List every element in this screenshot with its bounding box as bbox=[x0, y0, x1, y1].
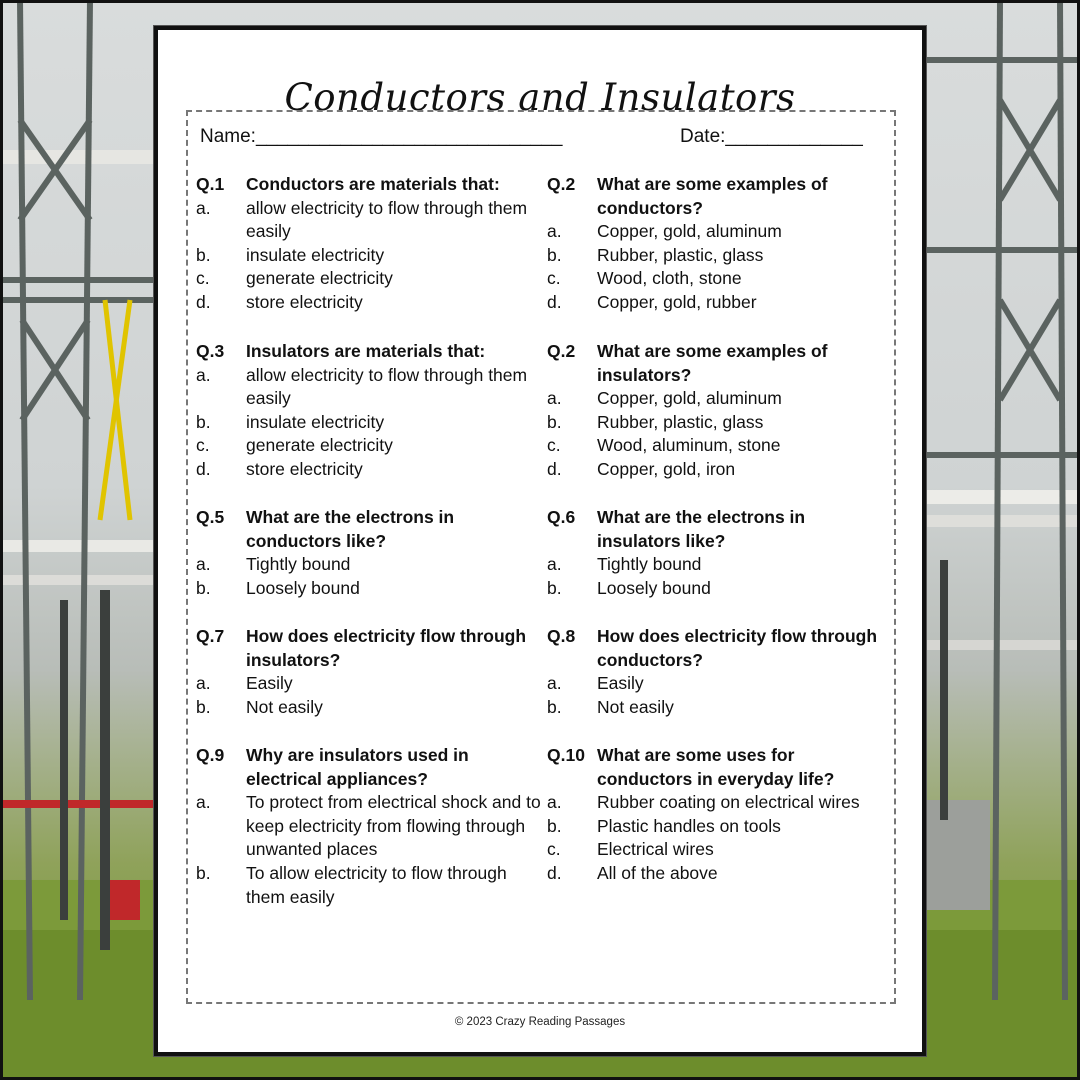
option-letter: b. bbox=[547, 244, 562, 265]
option-text[interactable]: insulate electricity bbox=[246, 244, 385, 265]
option-text[interactable]: To allow electricity to flow through them easily bbox=[246, 862, 507, 907]
question-text: Conductors are materials that: bbox=[246, 174, 500, 194]
option-text[interactable]: To protect from electrical shock and to keep electricity from flowing through unwanted places bbox=[246, 792, 541, 860]
option-text[interactable]: store electricity bbox=[246, 291, 363, 312]
option-text[interactable]: allow electricity to flow through them easily bbox=[246, 197, 528, 242]
option-text[interactable]: store electricity bbox=[246, 458, 363, 479]
option-letter: b. bbox=[196, 411, 211, 432]
option-letter: a. bbox=[547, 792, 562, 813]
option-letter: b. bbox=[547, 815, 562, 836]
question-5 bbox=[196, 506, 496, 600]
question-text: What are some uses for conductors in everyday life? bbox=[597, 745, 835, 789]
date-field[interactable]: Date:_____________ bbox=[680, 126, 863, 147]
option-letter: c. bbox=[196, 435, 210, 456]
option-text[interactable]: Easily bbox=[246, 673, 293, 694]
question-text: Insulators are materials that: bbox=[246, 341, 486, 361]
option-text[interactable]: insulate electricity bbox=[246, 411, 385, 432]
option-text[interactable]: Copper, gold, aluminum bbox=[597, 221, 782, 242]
option-text[interactable]: Easily bbox=[597, 673, 644, 694]
question-6 bbox=[547, 506, 847, 600]
option-letter: b. bbox=[547, 696, 562, 717]
option-letter: c. bbox=[547, 268, 561, 289]
question-text: What are some examples of conductors? bbox=[597, 174, 828, 218]
option-text[interactable]: generate electricity bbox=[246, 268, 393, 289]
option-letter: c. bbox=[547, 435, 561, 456]
option-letter: a. bbox=[547, 554, 562, 575]
option-letter: b. bbox=[196, 244, 211, 265]
option-text[interactable]: Rubber, plastic, glass bbox=[597, 244, 764, 265]
option-text[interactable]: Tightly bound bbox=[597, 554, 702, 575]
option-text[interactable]: Copper, gold, aluminum bbox=[597, 388, 782, 409]
option-letter: a. bbox=[547, 388, 562, 409]
option-text[interactable]: Loosely bound bbox=[246, 577, 360, 598]
question-9 bbox=[196, 744, 541, 909]
worksheet-page bbox=[154, 26, 926, 1056]
option-text[interactable]: Rubber coating on electrical wires bbox=[597, 792, 860, 813]
option-letter: a. bbox=[547, 221, 562, 242]
question-number: Q.2 bbox=[547, 174, 576, 194]
question-text: What are some examples of insulators? bbox=[597, 341, 828, 385]
option-letter: b. bbox=[547, 411, 562, 432]
option-letter: a. bbox=[196, 197, 211, 218]
question-number: Q.5 bbox=[196, 507, 225, 527]
option-letter: d. bbox=[547, 862, 562, 883]
option-letter: d. bbox=[196, 291, 211, 312]
option-letter: b. bbox=[196, 577, 211, 598]
option-letter: a. bbox=[196, 364, 211, 385]
option-text[interactable]: generate electricity bbox=[246, 435, 393, 456]
question-number: Q.7 bbox=[196, 626, 225, 646]
question-text: Why are insulators used in electrical appliances? bbox=[246, 745, 469, 789]
option-text[interactable]: Copper, gold, iron bbox=[597, 458, 736, 479]
option-letter: d. bbox=[547, 291, 562, 312]
question-8 bbox=[547, 625, 892, 719]
copyright-footer: © 2023 Crazy Reading Passages bbox=[454, 1016, 626, 1028]
question-10 bbox=[547, 744, 892, 886]
option-text[interactable]: Not easily bbox=[597, 696, 674, 717]
option-text[interactable]: allow electricity to flow through them easily bbox=[246, 364, 528, 409]
option-letter: d. bbox=[196, 458, 211, 479]
question-number: Q.10 bbox=[547, 745, 585, 765]
question-1 bbox=[196, 173, 536, 315]
option-letter: a. bbox=[196, 792, 211, 813]
option-text[interactable]: Wood, aluminum, stone bbox=[597, 435, 781, 456]
option-text[interactable]: Copper, gold, rubber bbox=[597, 291, 757, 312]
option-text[interactable]: Tightly bound bbox=[246, 554, 351, 575]
question-number: Q.8 bbox=[547, 626, 576, 646]
option-letter: b. bbox=[547, 577, 562, 598]
question-text: What are the electrons in conductors like? bbox=[246, 507, 455, 551]
question-number: Q.2 bbox=[547, 341, 576, 361]
question-number: Q.3 bbox=[196, 341, 225, 361]
question-number: Q.1 bbox=[196, 174, 225, 194]
option-text[interactable]: All of the above bbox=[597, 862, 718, 883]
question-number: Q.6 bbox=[547, 507, 576, 527]
option-letter: b. bbox=[196, 862, 211, 883]
option-letter: d. bbox=[547, 458, 562, 479]
question-number: Q.9 bbox=[196, 745, 225, 765]
option-text[interactable]: Rubber, plastic, glass bbox=[597, 411, 764, 432]
question-7 bbox=[196, 625, 541, 719]
option-letter: a. bbox=[196, 554, 211, 575]
option-text[interactable]: Electrical wires bbox=[597, 839, 714, 860]
question-text: How does electricity flow through insulators? bbox=[246, 626, 527, 670]
question-2 bbox=[547, 173, 887, 315]
worksheet-title: Conductors and Insulators bbox=[284, 76, 796, 119]
option-letter: c. bbox=[196, 268, 210, 289]
name-field[interactable]: Name:_____________________________ bbox=[200, 126, 563, 147]
option-text[interactable]: Wood, cloth, stone bbox=[597, 268, 742, 289]
option-text[interactable]: Not easily bbox=[246, 696, 323, 717]
option-letter: c. bbox=[547, 839, 561, 860]
option-letter: b. bbox=[196, 696, 211, 717]
question-3 bbox=[196, 340, 536, 482]
option-letter: a. bbox=[547, 673, 562, 694]
option-text[interactable]: Loosely bound bbox=[597, 577, 711, 598]
option-text[interactable]: Plastic handles on tools bbox=[597, 815, 781, 836]
question-text: What are the electrons in insulators like? bbox=[597, 507, 806, 551]
option-letter: a. bbox=[196, 673, 211, 694]
question-4 bbox=[547, 340, 887, 482]
question-text: How does electricity flow through conductors? bbox=[597, 626, 878, 670]
